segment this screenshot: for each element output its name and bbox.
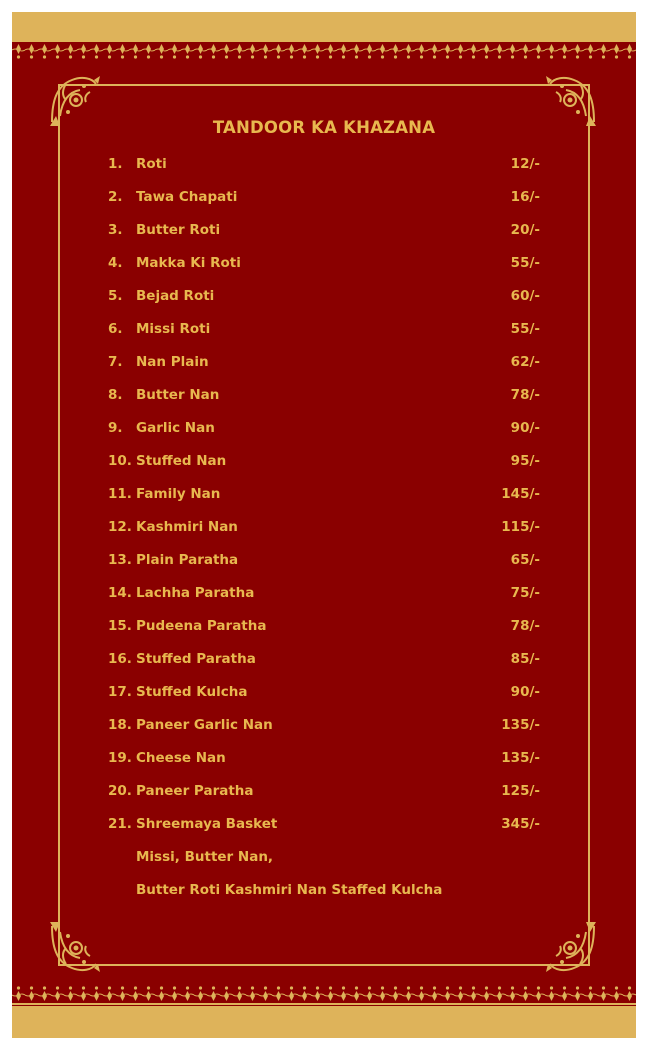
menu-item-price: 135/- (501, 750, 540, 766)
menu-item-price: 16/- (510, 189, 540, 205)
menu-item-price: 90/- (510, 684, 540, 700)
menu-item (12, 420, 636, 440)
menu-item-name: Stuffed Paratha (136, 651, 256, 667)
menu-item-price: 125/- (501, 783, 540, 799)
menu-item-name: Lachha Paratha (136, 585, 255, 601)
top-ornament-border (12, 40, 636, 62)
menu-item-name: Stuffed Nan (136, 453, 227, 469)
menu-item-name: Kashmiri Nan (136, 519, 238, 535)
menu-item-number: 20. (108, 783, 132, 799)
menu-item (12, 519, 636, 539)
menu-item (12, 750, 636, 770)
menu-item-name: Shreemaya Basket (136, 816, 278, 832)
menu-item-number: 10. (108, 453, 132, 469)
menu-item-price: 12/- (510, 156, 540, 172)
menu-item-number: 3. (108, 222, 123, 238)
menu-item (12, 585, 636, 605)
menu-item-number: 21. (108, 816, 132, 832)
menu-item-number: 7. (108, 354, 123, 370)
menu-item-name: Paneer Garlic Nan (136, 717, 273, 733)
menu-item-price: 55/- (510, 255, 540, 271)
bottom-gold-band (12, 1006, 636, 1038)
menu-item (12, 816, 636, 836)
menu-item (12, 552, 636, 572)
menu-item-price: 90/- (510, 420, 540, 436)
menu-item-name: Tawa Chapati (136, 189, 238, 205)
menu-item-name: Butter Roti (136, 222, 221, 238)
menu-item-number: 12. (108, 519, 132, 535)
menu-item-name: Family Nan (136, 486, 221, 502)
menu-item-number: 15. (108, 618, 132, 634)
corner-flourish-icon (46, 918, 104, 976)
menu-item (12, 387, 636, 407)
menu-item (12, 453, 636, 473)
menu-item-price: 145/- (501, 486, 540, 502)
menu-item-price: 78/- (510, 387, 540, 403)
menu-item (12, 321, 636, 341)
menu-item-name: Nan Plain (136, 354, 209, 370)
menu-item-name: Makka Ki Roti (136, 255, 241, 271)
menu-item-name: Stuffed Kulcha (136, 684, 248, 700)
menu-item-number: 4. (108, 255, 123, 271)
menu-item-name: Pudeena Paratha (136, 618, 267, 634)
menu-item-price: 62/- (510, 354, 540, 370)
menu-item-number: 8. (108, 387, 123, 403)
menu-item-number: 6. (108, 321, 123, 337)
menu-item-number: 19. (108, 750, 132, 766)
menu-item (12, 618, 636, 638)
menu-item-price: 75/- (510, 585, 540, 601)
menu-item (12, 288, 636, 308)
menu-title: TANDOOR KA KHAZANA (212, 118, 436, 137)
menu-item-number: 18. (108, 717, 132, 733)
menu-item (12, 651, 636, 671)
menu-item-name: Missi Roti (136, 321, 211, 337)
menu-item-name: Butter Nan (136, 387, 220, 403)
menu-item-price: 55/- (510, 321, 540, 337)
menu-item (12, 486, 636, 506)
menu-item-number: 11. (108, 486, 132, 502)
menu-item (12, 783, 636, 803)
basket-contents-note: Butter Roti Kashmiri Nan Staffed Kulcha (136, 882, 443, 898)
menu-item-name: Roti (136, 156, 167, 172)
menu-item-price: 115/- (501, 519, 540, 535)
basket-contents-note: Missi, Butter Nan, (136, 849, 274, 865)
menu-item (12, 684, 636, 704)
menu-item-number: 9. (108, 420, 123, 436)
bottom-ornament-border (12, 983, 636, 1005)
menu-item-number: 2. (108, 189, 123, 205)
menu-item-number: 5. (108, 288, 123, 304)
menu-item-number: 17. (108, 684, 132, 700)
corner-flourish-icon (542, 918, 600, 976)
menu-item (12, 717, 636, 737)
menu-item-price: 345/- (501, 816, 540, 832)
menu-item (12, 354, 636, 374)
menu-item (12, 255, 636, 275)
menu-item-number: 16. (108, 651, 132, 667)
menu-item-name: Plain Paratha (136, 552, 239, 568)
menu-item-price: 65/- (510, 552, 540, 568)
menu-item-price: 85/- (510, 651, 540, 667)
menu-item-number: 13. (108, 552, 132, 568)
menu-item-name: Bejad Roti (136, 288, 215, 304)
top-gold-band (12, 12, 636, 40)
menu-item-name: Cheese Nan (136, 750, 226, 766)
menu-item-name: Paneer Paratha (136, 783, 254, 799)
menu-item (12, 189, 636, 209)
menu-item-price: 135/- (501, 717, 540, 733)
menu-item-number: 1. (108, 156, 123, 172)
menu-item (12, 222, 636, 242)
menu-item-name: Garlic Nan (136, 420, 215, 436)
menu-item-price: 95/- (510, 453, 540, 469)
menu-item-price: 20/- (510, 222, 540, 238)
menu-item-price: 60/- (510, 288, 540, 304)
menu-card (12, 12, 636, 1038)
menu-item-number: 14. (108, 585, 132, 601)
menu-item-price: 78/- (510, 618, 540, 634)
menu-item (12, 156, 636, 176)
